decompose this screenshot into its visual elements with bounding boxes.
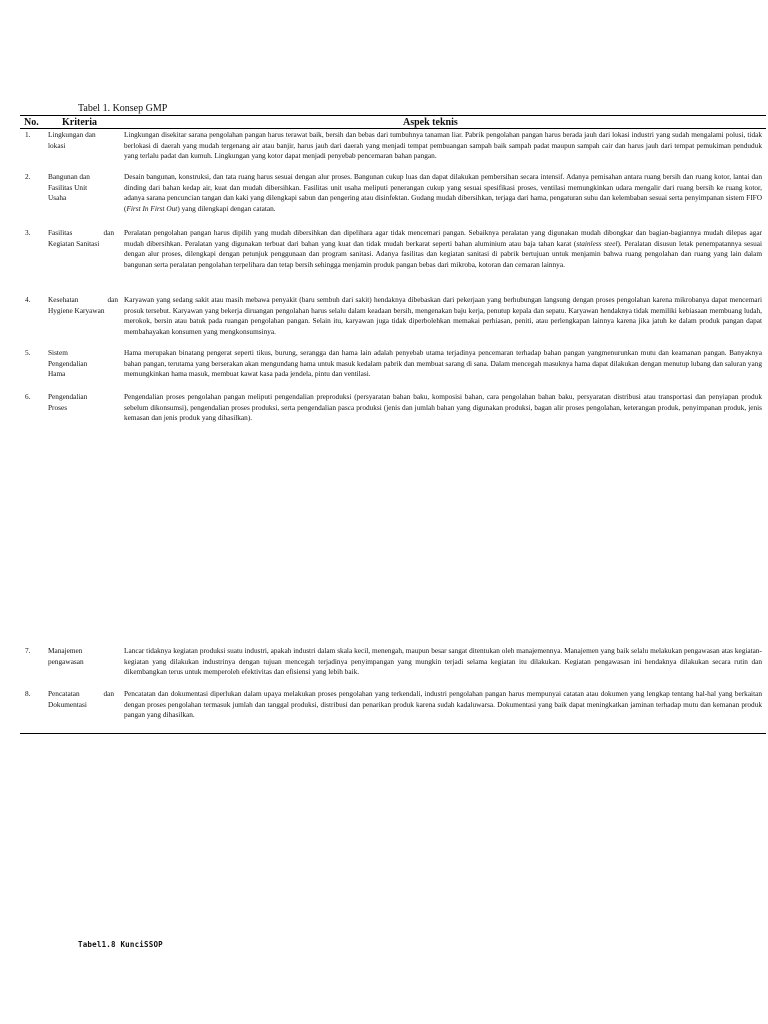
row-description: Pengendalian proses pengolahan pangan meliputi pengendalian preproduksi (persyaratan bahan baku, komposisi bahan, cara pengolahan bahan baku, persyaratan distribusi atau transportasi dan penyiapan produk sebelum dikonsumsi), pengendalian proses produksi, serta pengendalian pasca produksi (jenis dan jumlah bahan yang digunakan produksi, bagan alir proses pengolahan, keterangan produk, penyimpanan produk, jenis kemasan dan jenis produk yang dihasilkan). bbox=[124, 392, 762, 422]
row-criteria: Pencatatan dan Dokumentasi bbox=[48, 689, 114, 709]
header-criteria: Kriteria bbox=[62, 117, 97, 128]
row-number: 3. bbox=[25, 228, 31, 237]
table-top-rule bbox=[20, 115, 766, 116]
row-description: Lancar tidaknya kegiatan produksi suatu industri, apakah industri dalam skala kecil, menengah, maupun besar sangat ditentukan oleh manajemennya. Manajemen yang baik selalu melakukan pengawasan atas kegiatan-kegiatan yang dilakukan industrinya dengan tujuan mencegah terjadinya penyimpangan yang mungkin terjadi selama kegiatan itu dilakukan. Kegiatan pengawasan ini hendaknya dilakukan secara rutin dan dikembangkan terus untuk memperoleh efektivitas dan efisiensi yang lebih baik. bbox=[124, 646, 762, 676]
row-criteria: Lingkungan dan lokasi bbox=[48, 130, 96, 150]
header-rule bbox=[20, 128, 766, 129]
row-description: Pencatatan dan dokumentasi diperlukan dalam upaya melakukan proses pengolahan yang terkendali, industri pengolahan pangan harus mempunyai catatan atau dokumen yang lengkap tentang hal-hal yang berkaitan dengan proses pengolahan termasuk jumlah dan tanggal produksi, distribusi dan penarikan produk karena sudah kadaluwarsa. Dokumentasi yang baik dapat meningkatkan jaminan terhadap mutu dan kemanan produk pangan yang dihasilkan. bbox=[124, 689, 762, 719]
row-number: 5. bbox=[25, 348, 31, 357]
row-criteria: Kesehatan dan Hygiene Karyawan bbox=[48, 295, 118, 315]
row-number: 1. bbox=[25, 130, 31, 139]
table-caption: Tabel 1. Konsep GMP bbox=[78, 103, 168, 114]
header-aspect: Aspek teknis bbox=[403, 117, 458, 128]
row-criteria: Manajemen pengawasan bbox=[48, 646, 84, 666]
header-no: No. bbox=[24, 117, 39, 128]
row-description: Desain bangunan, konstruksi, dan tata ruang harus sesuai dengan alur proses. Bangunan cukup luas dan dapat dilakukan pembersihan secara intensif. Adanya pemisahan antara ruang bersih dan ruang kotor, lantai dan dinding dari bahan kedap air, kuat dan mudah dibersihkan. Fasilitas unit usaha meliputi penerangan cukup yang sesuai spesifikasi proses, ventilasi memungkinkan udara mengalir dari ruang bersih ke ruang kotor, adanya sarana pencuncian tangan dan kaki yang dilengkapi sabun dan pengering atau disinfektan. Gudang mudah dibersihkan, terjaga dari hama, pengaturan suhu dan kelembaban sesuai serta penyimpanan sistem FIFO (First In First Out) yang dilengkapi dengan catatan. bbox=[124, 172, 762, 213]
row-number: 4. bbox=[25, 295, 31, 304]
row-number: 8. bbox=[25, 689, 31, 698]
row-description: Peralatan pengolahan pangan harus dipilih yang mudah dibersihkan dan dipelihara agar tidak mencemari pangan. Sebaiknya peralatan yang digunakan mudah dibongkar dan bagian-bagiannya mudah dilepas agar mudah dibersihkan. Peralatan yang digunakan terbuat dari bahan yang kuat dan tidak mudah berkarat seperti bahan aluminium atau baja tahan karat (stainless steel). Peralatan disusun letak penempatannya sesuai dengan alur proses, dilengkapi dengan petunjuk penggunaan dan program sanitasi. Adanya fasilitas dan kegiatan sanitasi di pabrik bertujuan untuk menjamin bahwa ruang pengolahan dan ruang yang lain dalam bangunan serta peralatan pengolahan terpelihara dan tetap bersih sehingga menjamin produk pangan bebas dari mikroba, kotoran dan cemaran lainnya. bbox=[124, 228, 762, 269]
table-bottom-rule bbox=[20, 733, 766, 734]
row-criteria: Sistem Pengendalian Hama bbox=[48, 348, 88, 378]
row-criteria: Pengendalian Proses bbox=[48, 392, 88, 412]
row-criteria: Fasilitas dan Kegiatan Sanitasi bbox=[48, 228, 114, 248]
row-description: Lingkungan disekitar sarana pengolahan pangan harus terawat baik, bersih dan bebas dari tumbuhnya tanaman liar. Pabrik pengolahan pangan harus berada jauh dari lokasi industri yang sudah mengalami polusi, tidak berlokasi di daerah yang mudah tergenang air atau banjir, harus jauh dari daerah yang menjadi tempat pembuangan sampah baik sampah padat maupun sampah cair dan harus jauh dari tempat pemukiman penduduk yang terlalu padat dan kumuh. Lingkungan yang kotor dapat menjadi penyebab pencemaran bahan pangan. bbox=[124, 130, 762, 160]
row-description: Hama merupakan binatang pengerat seperti tikus, burung, serangga dan hama lain adalah penyebab utama terjadinya pencemaran terhadap bahan pangan yangmenurunkan mutu dan keamanan pangan. Banyaknya bahan pangan, terutama yang berserakan akan mengundang hama untuk masuk kedalam pabrik dan membuat sarang di sana. Dalam mencegah masuknya hama dapat dilakukan dengan menutup lubang dan saluran yang memungkinkan hama masuk, membuat kawat kasa pada jendela, pintu dan ventilasi. bbox=[124, 348, 762, 378]
row-number: 6. bbox=[25, 392, 31, 401]
row-criteria: Bangunan dan Fasilitas Unit Usaha bbox=[48, 172, 90, 202]
row-description: Karyawan yang sedang sakit atau masih mebawa penyakit (baru sembuh dari sakit) hendaknya dibebaskan dari pekerjaan yang berhubungan langsung dengan proses pengolahan karena mikrobanya dapat mencemari prosuk tersebut. Karyawan yang bekerja diruangan pengolahan harus selalu dalam keadaan bersih, mengenakan baju kerja, penutup kepala dan sepatu. Karyawan hendaknya tidak memiliki kebiasaan membuang ludah, merokok, bersin atau batuk pada ruangan pengolahan pangan. Selain itu, karyawan juga tidak diperbolehkan memakai perhiasan, peniti, atau perlengkapan lainnya karena jika jatuh ke dalam produk pangan dapat membahayakan konsumen yang mengkonsumsinya. bbox=[124, 295, 762, 336]
row-number: 2. bbox=[25, 172, 31, 181]
footer-label: Tabel1.8 KunciSSOP bbox=[78, 940, 163, 949]
row-number: 7. bbox=[25, 646, 31, 655]
